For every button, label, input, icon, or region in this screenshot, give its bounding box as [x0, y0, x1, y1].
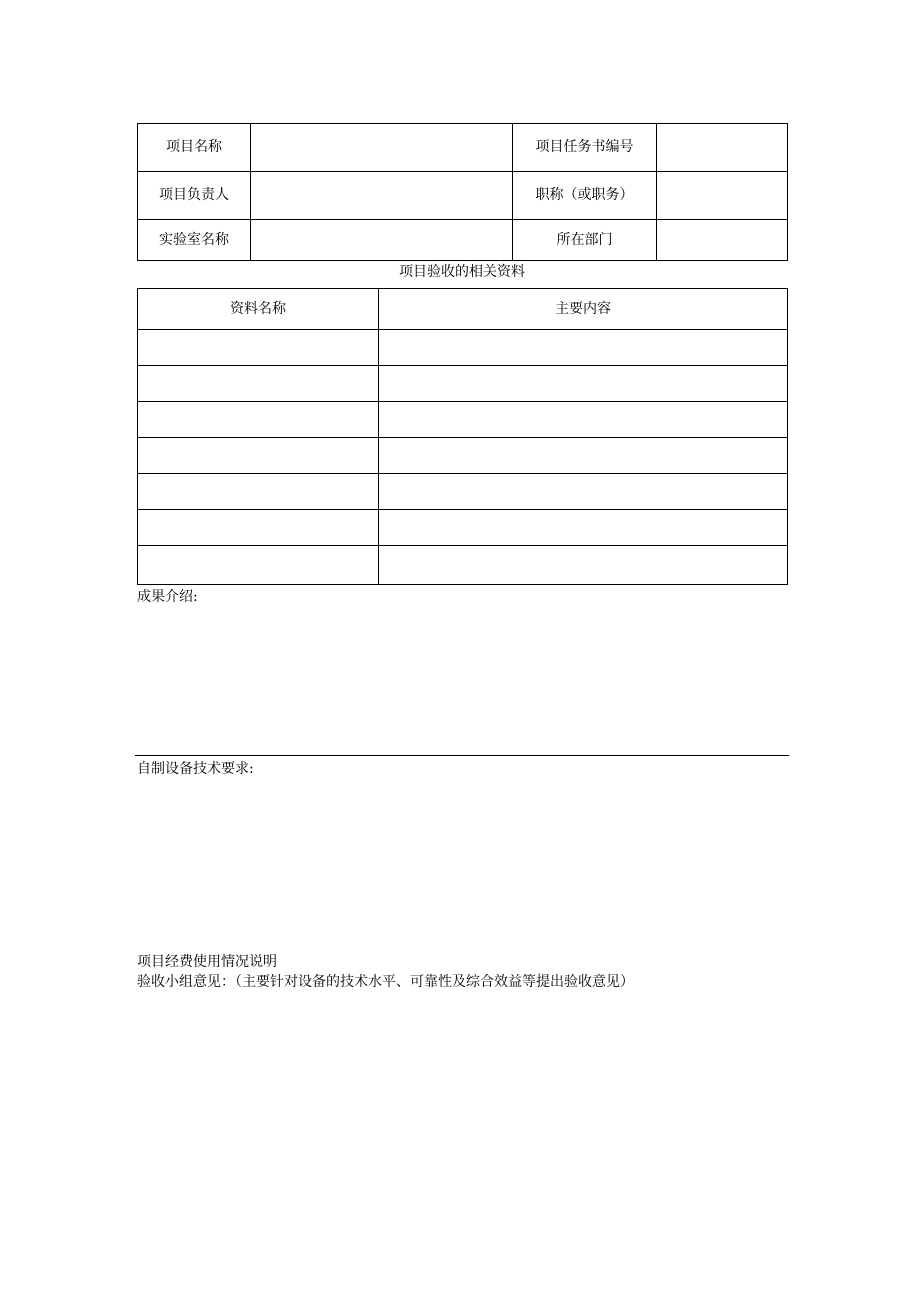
material-content-cell[interactable] — [379, 546, 788, 585]
lab-field[interactable] — [251, 220, 513, 261]
material-name-cell[interactable] — [138, 402, 379, 438]
material-content-cell[interactable] — [379, 366, 788, 402]
table-row — [138, 510, 788, 546]
material-name-cell[interactable] — [138, 366, 379, 402]
material-name-header: 资料名称 — [138, 289, 379, 330]
project-info-table — [137, 123, 788, 261]
material-content-cell[interactable] — [379, 474, 788, 510]
table-row — [138, 330, 788, 366]
department-field[interactable] — [657, 220, 788, 261]
material-name-cell[interactable] — [138, 510, 379, 546]
material-content-header: 主要内容 — [379, 289, 788, 330]
department-label: 所在部门 — [513, 220, 657, 261]
info-row-leader — [138, 172, 788, 220]
task-number-label: 项目任务书编号 — [513, 124, 657, 172]
project-name-field[interactable] — [251, 124, 513, 172]
material-content-cell[interactable] — [379, 330, 788, 366]
achievement-label: 成果介绍: — [137, 589, 198, 605]
section-divider — [135, 755, 789, 756]
acceptance-opinion-label: 验收小组意见：（主要针对设备的技术水平、可靠性及综合效益等提出验收意见） — [137, 974, 634, 990]
material-name-cell[interactable] — [138, 438, 379, 474]
equipment-requirements-label: 自制设备技术要求: — [137, 761, 254, 777]
leader-field[interactable] — [251, 172, 513, 220]
info-row-project — [138, 124, 788, 172]
funding-usage-label: 项目经费使用情况说明 — [137, 954, 277, 970]
material-content-cell[interactable] — [379, 510, 788, 546]
materials-caption: 项目验收的相关资料 — [399, 264, 525, 280]
materials-table — [137, 288, 788, 585]
lab-label: 实验室名称 — [138, 220, 251, 261]
task-number-field[interactable] — [657, 124, 788, 172]
table-row — [138, 402, 788, 438]
materials-header-row — [138, 289, 788, 330]
title-label: 职称（或职务） — [513, 172, 657, 220]
title-field[interactable] — [657, 172, 788, 220]
material-content-cell[interactable] — [379, 438, 788, 474]
project-name-label: 项目名称 — [138, 124, 251, 172]
table-row — [138, 438, 788, 474]
table-row — [138, 546, 788, 585]
material-content-cell[interactable] — [379, 402, 788, 438]
material-name-cell[interactable] — [138, 330, 379, 366]
material-name-cell[interactable] — [138, 546, 379, 585]
info-row-lab — [138, 220, 788, 261]
table-row — [138, 366, 788, 402]
material-name-cell[interactable] — [138, 474, 379, 510]
leader-label: 项目负责人 — [138, 172, 251, 220]
table-row — [138, 474, 788, 510]
